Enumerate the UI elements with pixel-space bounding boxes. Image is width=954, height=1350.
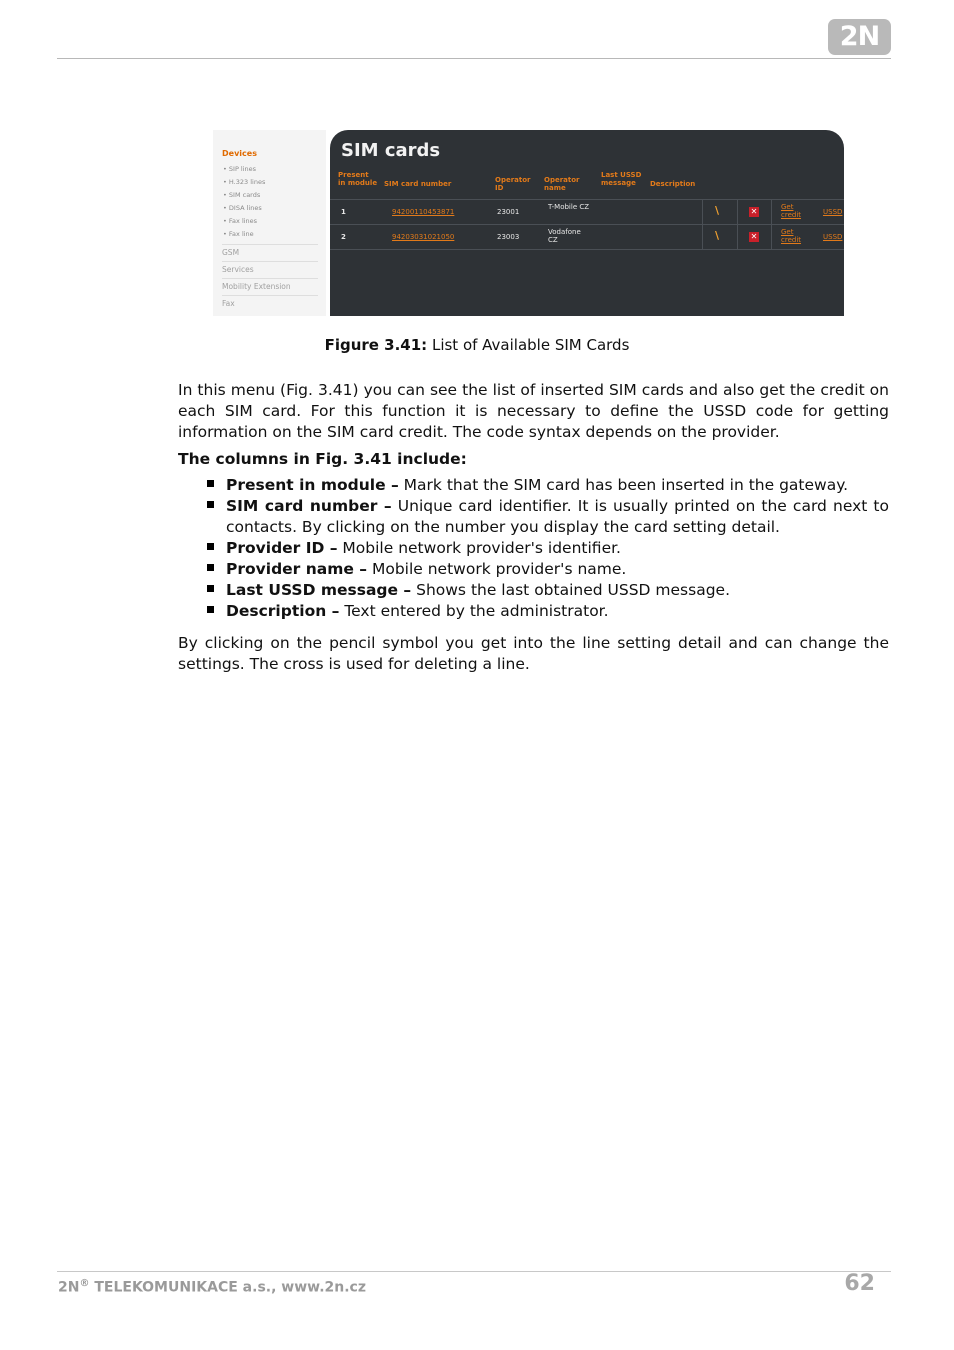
sidebar-item-sim-cards[interactable]: • SIM cards [223,189,265,202]
closing-paragraph: By clicking on the pencil symbol you get into the line setting detail and can change the settings. The cross is used for deleting a line. [178,634,889,673]
sidebar-item-fax-lines[interactable]: • Fax lines [223,215,265,228]
column-divider [771,200,772,224]
column-divider [737,225,738,249]
intro-paragraph: In this menu (Fig. 3.41) you can see the list of inserted SIM cards and also get the credit on each SIM card. For this function it is necessary to define the USSD code for getting information on the SIM card credit. The code syntax depends on the provider. [178,381,889,441]
figure-caption [0,336,954,354]
list-item [205,580,889,601]
header-divider [57,58,891,59]
table-row [330,200,844,225]
device-submenu [223,163,265,241]
column-divider [702,200,703,224]
list-item-text: Mark that the SIM card has been inserted in the gateway. [398,476,849,494]
list-item-term: Provider name – [226,560,368,578]
list-item [205,559,889,580]
sidebar-item-disa-lines[interactable]: • DISA lines [223,202,265,215]
list-item-text: Mobile network provider's name. [367,560,627,578]
column-header-present: Present in module [338,171,378,187]
list-item [205,475,889,496]
footer-divider [57,1271,891,1272]
list-item-term: Present in module – [226,476,399,494]
list-item-text: Shows the last obtained USSD message. [411,581,730,599]
columns-list [205,475,889,622]
cross-delete-icon[interactable]: ✕ [750,207,758,216]
sidebar-item-h323-lines[interactable]: • H.323 lines [223,176,265,189]
present-cell: 2 [341,233,346,241]
company-logo: 2N [828,19,891,55]
footer-company [58,1278,366,1296]
sim-cards-panel [330,130,844,316]
panel-title: SIM cards [341,140,441,161]
list-item-term: SIM card number – [226,497,392,515]
column-divider [737,200,738,224]
registered-mark: ® [79,1278,90,1289]
ussd-link[interactable]: USSD [823,233,843,241]
get-credit-link[interactable]: Get credit [781,203,802,219]
list-item [205,601,889,622]
cross-delete-icon[interactable]: ✕ [750,232,758,241]
column-header-sim-number: SIM card number [384,180,452,188]
operator-name-cell: T-Mobile CZ [548,203,590,211]
present-cell: 1 [341,208,346,216]
list-item-term: Description – [226,602,340,620]
figure-caption-text: List of Available SIM Cards [427,336,630,354]
list-item [205,496,889,538]
sim-number-link[interactable]: 94203031021050 [392,233,455,241]
get-credit-link[interactable]: Get credit [781,228,802,244]
sim-cards-screenshot [213,130,844,316]
sidebar-item-sip-lines[interactable]: • SIP lines [223,163,265,176]
column-header-operator-name: Operator name [544,176,580,192]
operator-id-cell: 23003 [497,233,520,241]
list-item [205,538,889,559]
sidebar-item-fax-line[interactable]: • Fax line [223,228,265,241]
table-header [330,169,844,200]
list-item-text: Mobile network provider's identifier. [337,539,621,557]
list-item-text: Unique card identifier. It is usually printed on the card next to contacts. By clicking on the number you display the card setting detail. [226,497,889,536]
pencil-edit-icon[interactable]: \ [715,229,720,242]
column-header-operator-id: Operator ID [495,176,531,192]
list-item-term: Provider ID – [226,539,338,557]
sidebar-menu [213,130,326,316]
sidebar-section-fax[interactable]: Fax [222,295,318,313]
operator-id-cell: 23001 [497,208,520,216]
sidebar-section-services[interactable]: Services [222,261,318,279]
column-divider [702,225,703,249]
table-row [330,225,844,250]
sidebar-section-devices[interactable]: Devices [222,149,257,158]
footer-brand: 2N [58,1279,80,1296]
sim-number-link[interactable]: 94200110453871 [392,208,455,216]
figure-caption-label: Figure 3.41: [324,336,428,354]
column-divider [771,225,772,249]
ussd-link[interactable]: USSD [823,208,843,216]
columns-heading: The columns in Fig. 3.41 include: [178,450,467,468]
sidebar-section-mobility-extension[interactable]: Mobility Extension [222,278,318,296]
footer-company-text: TELEKOMUNIKACE a.s., www.2n.cz [89,1279,366,1296]
list-item-text: Text entered by the administrator. [339,602,609,620]
operator-name-cell: Vodafone CZ [548,228,581,244]
pencil-edit-icon[interactable]: \ [715,204,720,217]
list-item-term: Last USSD message – [226,581,412,599]
sidebar-section-gsm[interactable]: GSM [222,244,318,262]
page-number: 62 [844,1271,875,1296]
column-header-last-ussd: Last USSD message [601,171,642,187]
column-header-description: Description [650,180,696,188]
